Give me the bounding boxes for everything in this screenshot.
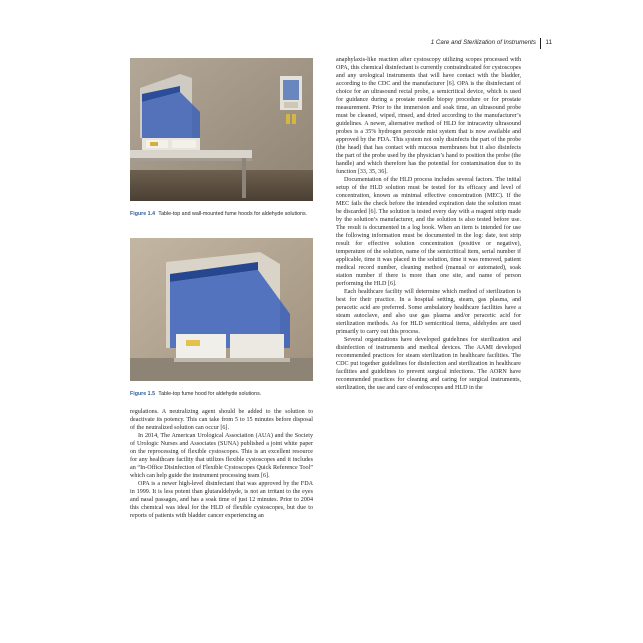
- figure-label: Figure 1.5: [130, 391, 156, 397]
- figure-1-5-caption: [130, 391, 316, 398]
- paragraph: Documentation of the HLD process includes several factors. The initial setup of the HLD solution must be tested for its efficacy and level of concentration, known as minimal effective concentration (MEC). If the MEC fails the check before the intended expiration date the solution must be discarded [6]. The solution is tested every day with a reagent strip made by the solution’s manufacturer, and the solution is also tested before use. The result is documented in a log book. When an item is intended for use the following information must be documented in the log: date, test strip result for effective solution concentration (positive or negative), temperature of the solution, name of the semicritical item, serial number if applicable, time it was placed in the solution, time it was removed, patient medical record number, cleaning method (manual or automated), soak station number if there is more than one site, and name of person performing the HLD [6].: [336, 177, 521, 287]
- right-column-text: [336, 56, 521, 392]
- figure-1-4-photo: [130, 58, 313, 201]
- paragraph: anaphylaxis-like reaction after cystoscopy utilizing scopes processed with OPA, this chemical disinfectant is currently contraindicated for cystoscopes and any urological instruments that will have contact with the bladder, according to the CDC and the manufacturer [6]. OPA is the disinfectant of choice for an ultrasound rectal probe, a semicritical device, which is used for guidance during a prostate needle biopsy procedure or for prostate measurement. Prior to the immersion and soak time, an ultrasound probe must be cleaned, wiped, rinsed, and dried according to the manufacturer’s guidelines. A newer, alternative method of HLD for intracavity ultrasound probes is a 35% hydrogen peroxide mist system that is now available and approved by the FDA. This system not only disinfects the part of the probe (the head) that has contact with mucous membranes but it also disinfects the part of the probe used by the physician’s hand to position the probe (the handle) and which therefore has the potential for contamination due to its function [33, 35, 36].: [336, 57, 521, 175]
- figure-1-4-caption: [130, 211, 316, 218]
- figure-label: Figure 1.4: [130, 211, 156, 217]
- left-column-text: [130, 408, 313, 520]
- fume-hood-photo: [130, 238, 313, 381]
- fume-hoods-photo: [130, 58, 313, 201]
- paragraph: In 2014, The American Urological Association (AUA) and the Society of Urologic Nurses and Associates (SUNA) published a joint white paper on the reprocessing of flexible cystoscopes. This is an excellent resource for any healthcare facility that utilizes flexible cystoscopes and it includes an “In-Office Disinfection of Flexible Cystoscopes Quick Reference Tool” which can help guide the instrument processing team [6].: [130, 433, 313, 479]
- running-head: [330, 38, 552, 50]
- paragraph: Each healthcare facility will determine which method of sterilization is best for their practice. In a hospital setting, steam, gas plasma, and peracetic acid are preferred. Some ambulatory healthcare facilities have a steam autoclave, and also use gas plasma and/or peracetic acid for sterilization methods. As for HLD semicritical items, aldehydes are used primarily to carry out this process.: [336, 289, 521, 335]
- paragraph: Several organizations have developed guidelines for sterilization and disinfection of instruments and medical devices. The AAMI developed recommended practices for steam sterilization in healthcare facilities. The CDC put together guidelines for disinfection and sterilization in healthcare facilities and guidelines to prevent surgical infections. The AORN have recommended practices for cleaning and caring for surgical instruments, sterilization, the use and care of endoscopes and HLD in the: [336, 337, 521, 391]
- paragraph: regulations. A neutralizing agent should be added to the solution to deactivate its potency. This can take from 5 to 15 minutes before disposal of the neutralized solution can occur [6].: [130, 409, 313, 431]
- figure-1-5-photo: [130, 238, 313, 381]
- figure-caption-text: Table-top fume hood for aldehyde solutions.: [158, 391, 262, 397]
- page-number: 11: [545, 39, 552, 46]
- paragraph: OPA is a newer high-level disinfectant that was approved by the FDA in 1999. It is less potent than glutaraldehyde, is not an irritant to the eyes and nasal passages, and has a soak time of just 12 minutes. Prior to 2004 this chemical was ideal for the HLD of flexible cystoscopes, but due to reports of patients with bladder cancer experiencing an: [130, 481, 313, 519]
- running-head-divider: [540, 38, 541, 49]
- figure-caption-text: Table-top and wall-mounted fume hoods for aldehyde solutions.: [158, 211, 308, 217]
- chapter-title: 1 Care and Sterilization of Instruments: [430, 39, 536, 46]
